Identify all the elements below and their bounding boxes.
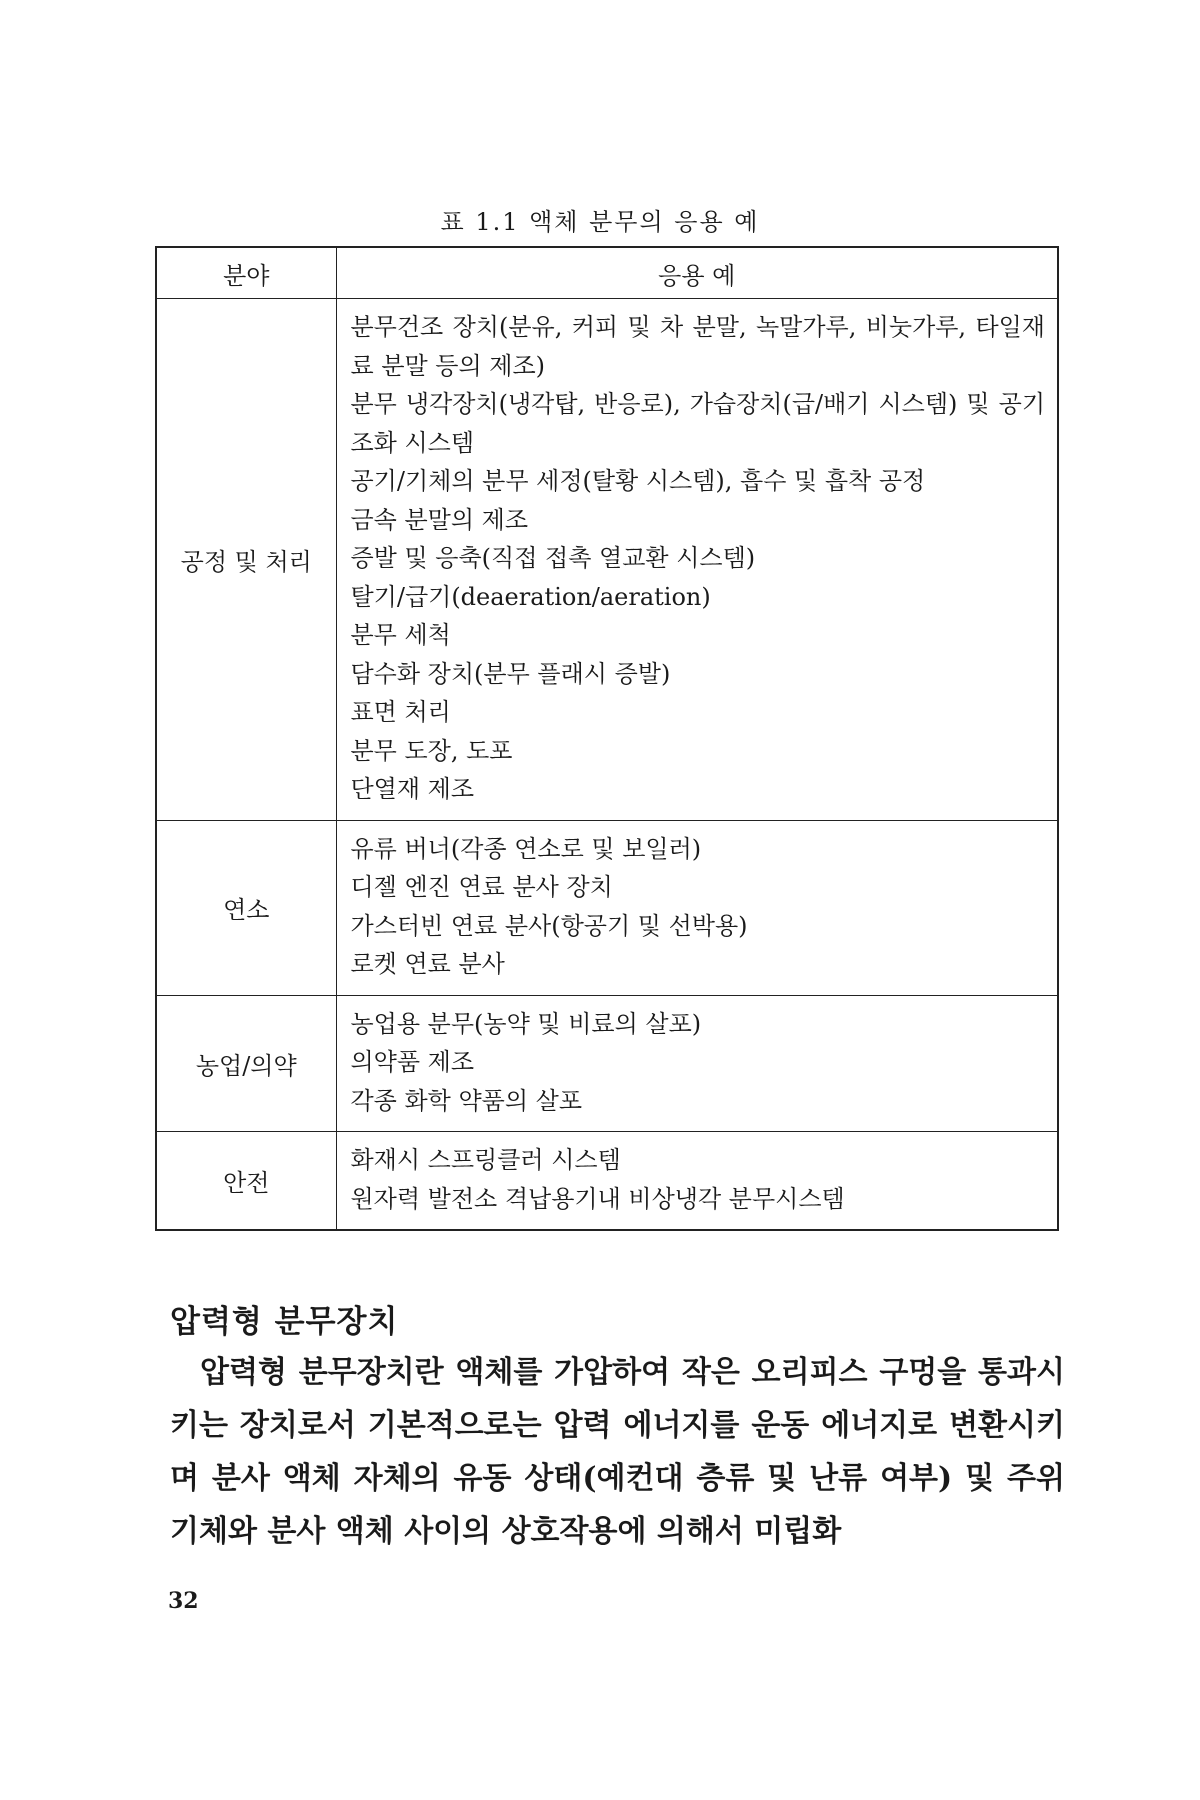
table-row [156,820,1058,995]
example-item: 분무 도장, 도포 [350,736,513,765]
example-item: 유류 버너(각종 연소로 및 보일러) [350,834,702,863]
example-item: 농업용 분무(농약 및 비료의 살포) [350,1009,702,1038]
table-row [156,995,1058,1132]
example-item: 디젤 엔진 연료 분사 장치 [350,873,613,901]
example-item: 단열재 제조 [350,775,475,803]
field-cell: 농업/의약 [156,995,336,1132]
example-item: 분무 냉각장치(냉각탑, 반응로), 가습장치(급/배기 시스템) 및 공기조화 시스템 [350,390,1045,457]
example-item: 증발 및 응축(직접 접촉 열교환 시스템) [350,544,756,572]
table-row [156,1132,1058,1231]
example-item: 금속 분말의 제조 [350,505,529,534]
example-item: 담수화 장치(분무 플래시 증발) [350,659,671,688]
header-examples: 응용 예 [336,247,1058,299]
section-heading: 압력형 분무장치 [170,1304,399,1340]
examples-cell [336,995,1058,1132]
example-item: 분무건조 장치(분유, 커피 및 차 분말, 녹말가루, 비눗가루, 타일재료 분말 등의 제조) [350,313,1045,380]
example-item: 분무 세척 [350,621,451,649]
example-item: 로켓 연료 분사 [350,950,505,978]
table-row [156,299,1058,821]
field-cell: 공정 및 처리 [156,299,336,821]
example-item: 원자력 발전소 격납용기내 비상냉각 분무시스템 [350,1184,845,1213]
example-item: 화재시 스프링클러 시스템 [350,1146,621,1174]
examples-cell [336,820,1058,995]
example-item: 표면 처리 [350,698,451,726]
table-header-row [156,247,1058,299]
example-item: 각종 화학 약품의 살포 [350,1086,583,1115]
page-number: 32 [168,1588,199,1614]
example-item: 탈기/급기(deaeration/aeration) [350,582,711,611]
examples-cell [336,299,1058,821]
examples-cell [336,1132,1058,1231]
body-paragraph: 압력형 분무장치란 액체를 가압하여 작은 오리피스 구멍을 통과시키는 장치로서 기본적으로는 압력 에너지를 운동 에너지로 변환시키며 분사 액체 자체의 유동 상태(예컨대 층류 및 난류 여부) 및 주위 기체와 분사 액체 사이의 상호작용에 의해서 미립화 [170,1355,1065,1549]
application-table [155,246,1059,1231]
table-caption: 표 1.1 액체 분무의 응용 예 [440,208,760,236]
example-item: 가스터빈 연료 분사(항공기 및 선박용) [350,911,748,940]
example-item: 의약품 제조 [350,1048,475,1076]
field-cell: 안전 [156,1132,336,1231]
field-cell: 연소 [156,820,336,995]
header-field: 분야 [156,247,336,299]
example-item: 공기/기체의 분무 세정(탈황 시스템), 흡수 및 흡착 공정 [350,467,926,495]
